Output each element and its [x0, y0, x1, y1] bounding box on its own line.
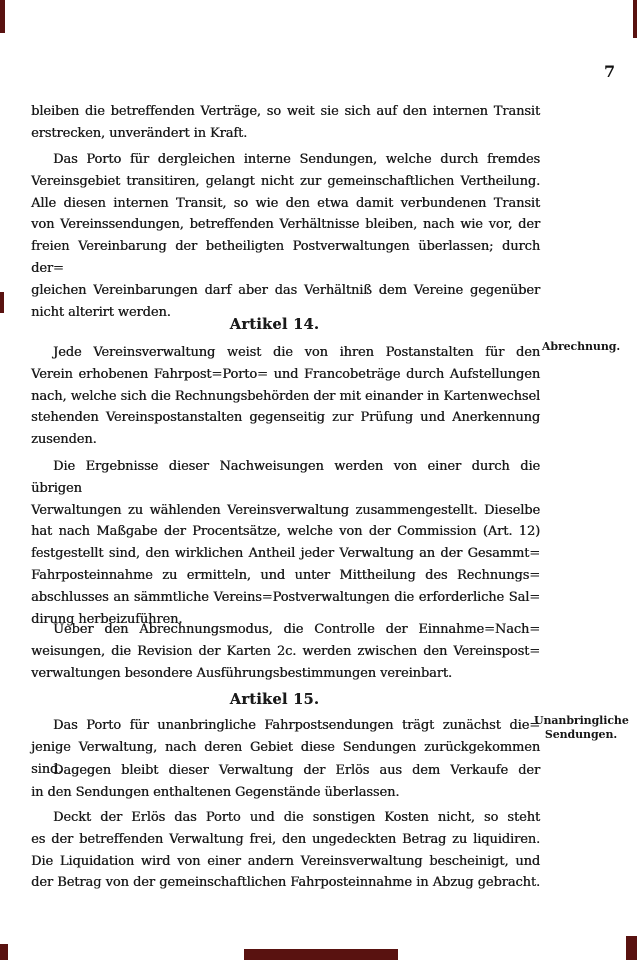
text-line: Verwaltungen zu wählenden Vereinsverwaltung zusammengestellt. Dieselbe [31, 502, 540, 518]
text-line: es der betreffenden Verwaltung frei, den ungedeckten Betrag zu liquidiren. [31, 831, 540, 847]
text-line: stehenden Vereinspostanstalten gegenseitig zur Prüfung und Anerkennung [31, 410, 540, 426]
text-line: nicht alterirt werden. [31, 304, 171, 320]
text-line: weisungen, die Revision der Karten 2c. werden zwischen den Vereinspost= [31, 643, 540, 659]
text-line: nach, welche sich die Rechnungsbehörden der mit einander in Kartenwechsel [31, 388, 540, 404]
page-number: 7 [604, 62, 616, 81]
paragraph [31, 101, 540, 145]
text-line: Verein erhobenen Fahrpost=Porto= und Francobeträge durch Aufstellungen [31, 366, 540, 382]
text-line: Jede Vereinsverwaltung weist die von ihren Postanstalten für den [53, 345, 540, 360]
paragraph [31, 342, 540, 451]
text-line: bleiben die betreffenden Verträge, so weit sie sich auf den internen Transit [31, 104, 540, 119]
text-line: verwaltungen besondere Ausführungsbestimmungen vereinbart. [31, 665, 452, 681]
text-line: freien Vereinbarung der betheiligten Postverwaltungen überlassen; durch der= [31, 239, 540, 276]
margin-note [534, 340, 628, 354]
text-line: Ueber den Abrechnungsmodus, die Controlle der Einnahme=Nach= [53, 622, 540, 637]
article-heading: Artikel 15. [229, 691, 320, 708]
text-line: jenige Verwaltung, nach deren Gebiet diese Sendungen zurückgekommen sind. [31, 739, 540, 777]
article-heading: Artikel 14. [229, 316, 320, 333]
margin-note [534, 714, 628, 741]
text-line: festgestellt sind, den wirklichen Antheil jeder Verwaltung an der Gesammt= [31, 546, 540, 562]
text-line: abschlusses an sämmtliche Vereins=Postverwaltungen die erforderliche Sal= [31, 589, 540, 605]
text-line: Das Porto für unanbringliche Fahrpostsendungen trägt zunächst die= [53, 718, 540, 733]
paragraph [31, 760, 540, 804]
margin-note-line: Unanbringliche [534, 714, 629, 727]
text-line: von Vereinssendungen, betreffenden Verhältnisse bleiben, nach wie vor, der [31, 217, 540, 233]
paragraph [31, 619, 540, 684]
text-line: erstrecken, unverändert in Kraft. [31, 125, 248, 141]
scan-artifact [0, 292, 4, 313]
text-line: Vereinsgebiet transitiren, gelangt nicht zur gemeinschaftlichen Vertheilung. [31, 173, 540, 189]
text-line: Alle diesen internen Transit, so wie den etwa damit verbundenen Transit [31, 195, 540, 211]
text-line: Die Liquidation wird von einer andern Vereinsverwaltung bescheinigt, und [31, 853, 540, 869]
margin-note-line: Abrechnung. [541, 340, 621, 353]
text-line: Fahrposteinnahme zu ermitteln, und unter Mittheilung des Rechnungs= [31, 567, 540, 583]
scan-artifact [633, 0, 637, 38]
scan-artifact [244, 949, 398, 960]
text-line: in den Sendungen enthaltenen Gegenstände überlassen. [31, 784, 400, 800]
text-line: der Betrag von der gemeinschaftlichen Fahrposteinnahme in Abzug gebracht. [31, 875, 540, 891]
scan-artifact [0, 0, 5, 33]
text-line: gleichen Vereinbarungen darf aber das Verhältniß dem Vereine gegenüber [31, 282, 540, 298]
text-line: zusenden. [31, 432, 97, 448]
text-line: Dagegen bleibt dieser Verwaltung der Erlös aus dem Verkaufe der [53, 763, 540, 778]
text-line: hat nach Maßgabe der Procentsätze, welche von der Commission (Art. 12) [31, 524, 540, 540]
scan-artifact [626, 936, 637, 960]
text-line: Deckt der Erlös das Porto und die sonstigen Kosten nicht, so steht [53, 810, 540, 825]
paragraph [31, 807, 540, 894]
text-line: Das Porto für dergleichen interne Sendungen, welche durch fremdes [53, 152, 540, 167]
text-line: dirung herbeizuführen. [31, 611, 183, 627]
paragraph [31, 149, 540, 323]
scan-artifact [0, 944, 8, 960]
paragraph [31, 456, 540, 630]
text-line: Die Ergebnisse dieser Nachweisungen werden von einer durch die übrigen [31, 459, 540, 496]
margin-note-line: Sendungen. [544, 727, 618, 741]
